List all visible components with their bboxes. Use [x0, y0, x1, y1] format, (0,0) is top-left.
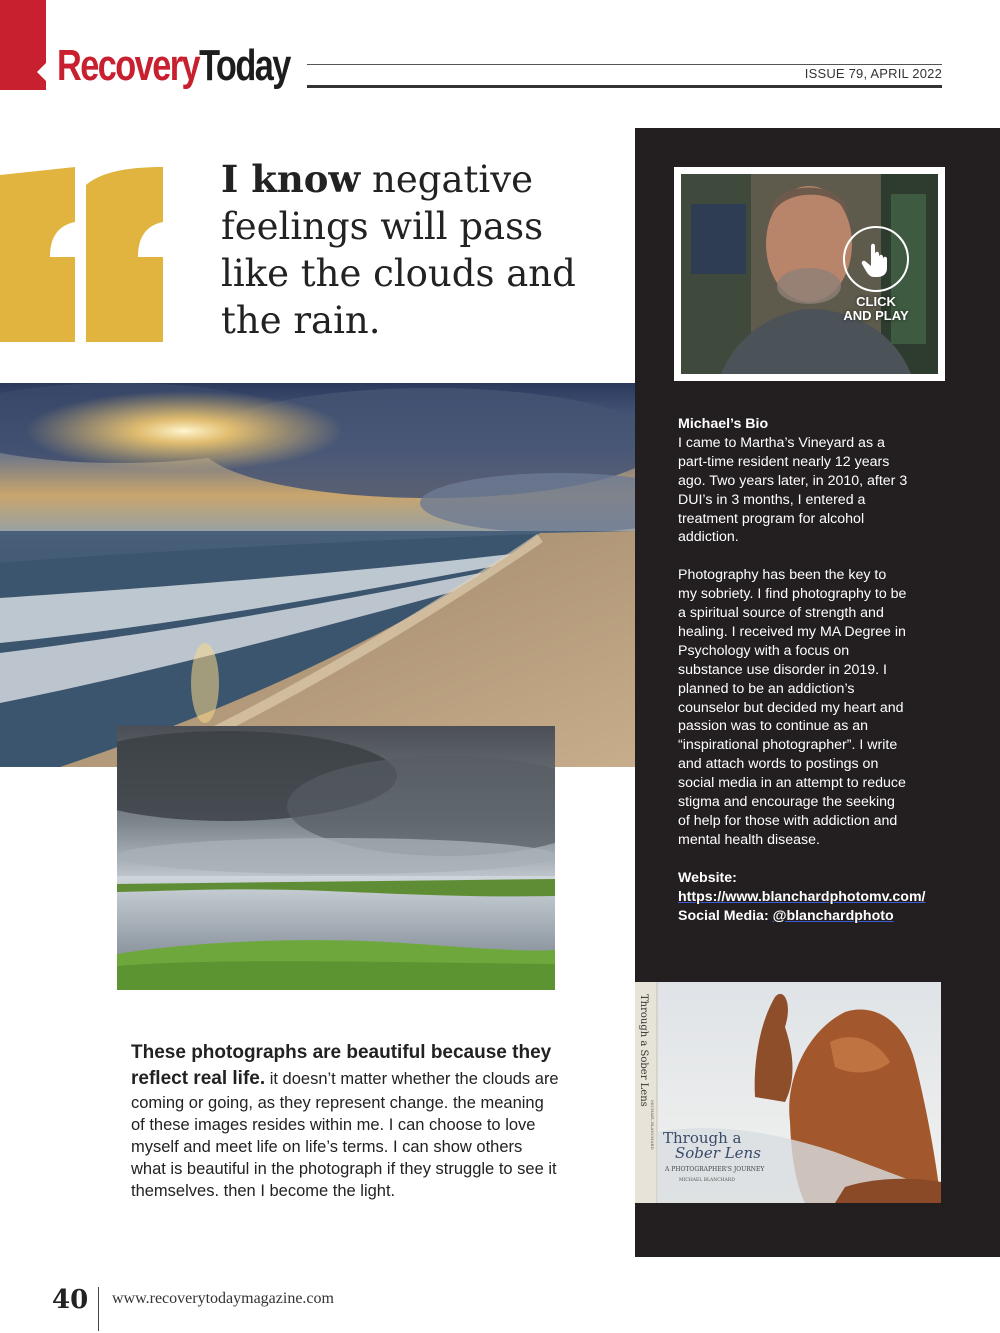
- logo-recovery: Recovery: [57, 41, 200, 90]
- quote-mark-icon: [0, 167, 165, 342]
- book-author: MICHAEL BLANCHARD: [679, 1178, 735, 1183]
- book-subtitle: A PHOTOGRAPHER'S JOURNEY: [665, 1166, 765, 1173]
- video-still[interactable]: [681, 174, 938, 374]
- bio-website: [678, 869, 926, 907]
- footer-url[interactable]: www.recoverytodaymagazine.com: [112, 1290, 334, 1307]
- page-number: 40: [52, 1285, 89, 1315]
- bio-social: [678, 907, 908, 926]
- book-cover: [635, 982, 941, 1203]
- play-button[interactable]: [842, 226, 910, 323]
- article-lead: These photographs are beautiful because they reflect real life.: [131, 1042, 552, 1089]
- issue-label: ISSUE 79, APRIL 2022: [804, 66, 942, 81]
- bio-paragraph-1: I came to Martha’s Vineyard as a part-time resident nearly 12 years ago. Two years later, in 2010, after 3 DUI’s in 3 months, I entered a treatment program for alcohol addiction.: [678, 434, 908, 546]
- website-link[interactable]: https://www.blanchardphotomv.com/: [678, 888, 926, 905]
- book-spine-title: Through a Sober Lens: [638, 994, 649, 1107]
- marsh-photo: [117, 726, 555, 990]
- play-label: CLICK AND PLAY: [843, 294, 909, 323]
- bio-paragraph-2: Photography has been the key to my sobriety. I find photography to be a spiritual source of strength and healing. I received my MA Degree in Psychology with a focus on substance use disorder in 2019. I planned to be an addiction’s counselor but decided my heart and passion was to continue as an “inspirational photographer”. I write and attach words to postings on social media in an attempt to reduce stigma and encourage the seeking of help for those with addiction and mental health disease.: [678, 567, 907, 848]
- video-thumbnail[interactable]: [674, 167, 945, 381]
- bio-title: Michael’s Bio: [678, 416, 769, 432]
- tap-hand-icon[interactable]: [843, 226, 909, 292]
- header-red-tab: [0, 0, 46, 90]
- book-title-1: Through a: [663, 1129, 742, 1147]
- header-rule-thick: [307, 85, 942, 88]
- footer-divider: [98, 1287, 99, 1331]
- magazine-logo[interactable]: [57, 41, 290, 90]
- bio-text: [678, 415, 926, 925]
- pull-quote-bold: I know: [221, 157, 361, 201]
- pull-quote-rest: negative feelings will pass like the clouds and the rain.: [221, 158, 576, 342]
- website-label: Website:: [678, 869, 737, 886]
- book-spine-author: MICHAEL BLANCHARD: [650, 1100, 655, 1150]
- pull-quote: [221, 156, 621, 344]
- book-title-2: Sober Lens: [675, 1144, 761, 1162]
- logo-today: Today: [199, 41, 290, 90]
- social-label: Social Media:: [678, 907, 773, 924]
- article-body: [131, 1040, 561, 1202]
- social-link[interactable]: @blanchardphoto: [772, 907, 894, 924]
- article-text: it doesn’t matter whether the clouds are coming or going, as they represent change. the meaning of these images resides within me. I can choose to love myself and meet life on life’s terms. I can show others what is beautiful in the photograph if they struggle to see it themselves. then I become the light.: [131, 1070, 559, 1200]
- beach-photo: [0, 383, 635, 767]
- header-rule-thin: [307, 64, 942, 65]
